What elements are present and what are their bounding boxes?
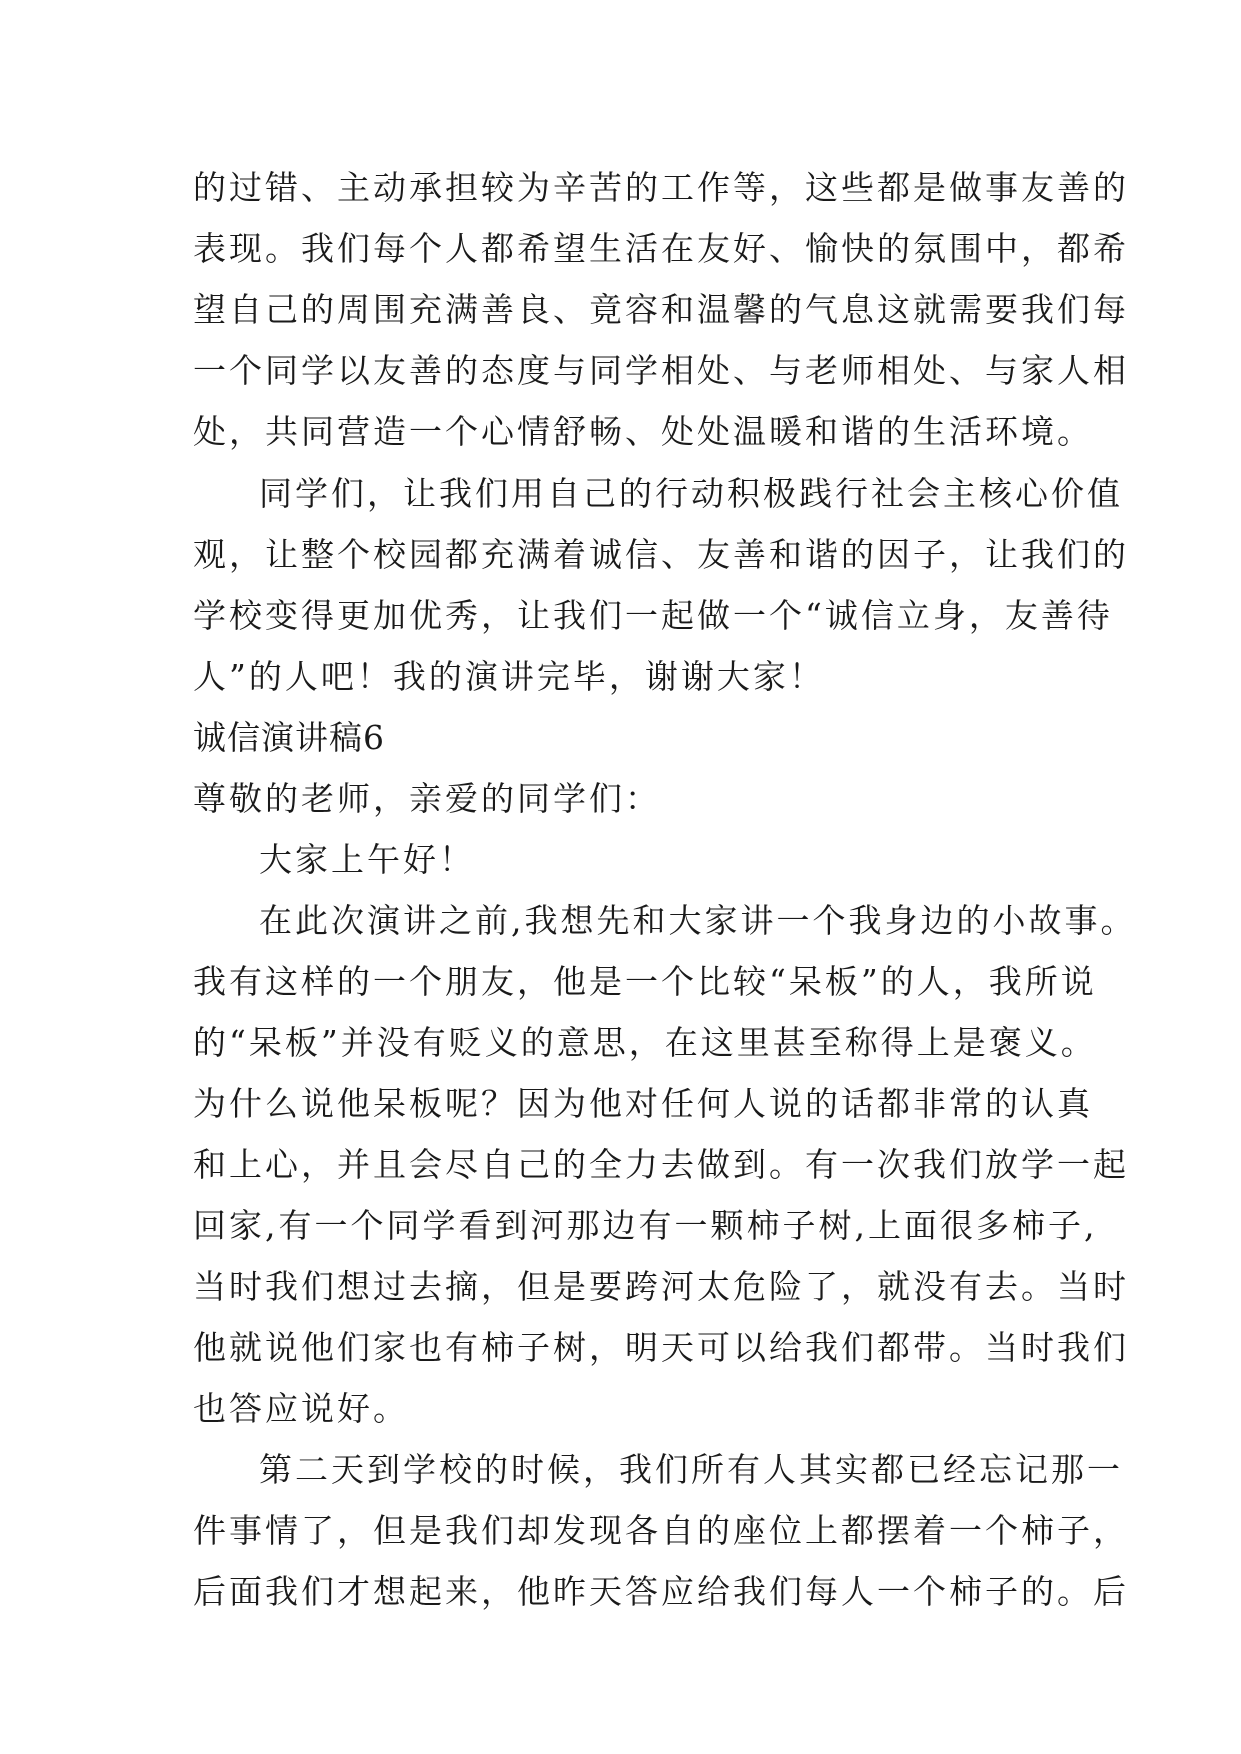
body-text-line: 一个同学以友善的态度与同学相处、与老师相处、与家人相 xyxy=(193,351,1129,390)
body-text-line: 我有这样的一个朋友，他是一个比较“呆板”的人，我所说 xyxy=(193,962,1097,1001)
body-text-line: 他就说他们家也有柿子树，明天可以给我们都带。当时我们 xyxy=(193,1328,1129,1367)
body-text-line: 为什么说他呆板呢？因为他对任何人说的话都非常的认真 xyxy=(193,1084,1093,1123)
body-text-line: 观，让整个校园都充满着诚信、友善和谐的因子，让我们的 xyxy=(193,535,1129,574)
body-text-line: 的“呆板”并没有贬义的意思，在这里甚至称得上是褒义。 xyxy=(193,1023,1097,1062)
body-text-line: 件事情了，但是我们却发现各自的座位上都摆着一个柿子， xyxy=(193,1511,1129,1550)
body-text-line: 学校变得更加优秀，让我们一起做一个“诚信立身，友善待 xyxy=(193,596,1113,635)
body-text-line: 处，共同营造一个心情舒畅、处处温暖和谐的生活环境。 xyxy=(193,412,1093,451)
body-text-line: 回家,有一个同学看到河那边有一颗柿子树,上面很多柿子, xyxy=(193,1206,1098,1245)
section-heading: 诚信演讲稿6 xyxy=(193,718,385,757)
body-text-line: 的过错、主动承担较为辛苦的工作等，这些都是做事友善的 xyxy=(193,168,1129,207)
greeting: 大家上午好！ xyxy=(259,840,475,879)
paragraph-start-line: 同学们，让我们用自己的行动积极践行社会主核心价值 xyxy=(259,474,1123,513)
salutation: 尊敬的老师，亲爱的同学们： xyxy=(193,779,661,818)
body-text-line: 当时我们想过去摘，但是要跨河太危险了，就没有去。当时 xyxy=(193,1267,1129,1306)
body-text-line: 望自己的周围充满善良、竟容和温馨的气息这就需要我们每 xyxy=(193,290,1129,329)
paragraph-start-line: 在此次演讲之前,我想先和大家讲一个我身边的小故事。 xyxy=(259,901,1137,940)
paragraph-start-line: 第二天到学校的时候，我们所有人其实都已经忘记那一 xyxy=(259,1450,1123,1489)
body-text-line: 和上心，并且会尽自己的全力去做到。有一次我们放学一起 xyxy=(193,1145,1129,1184)
body-text-line: 后面我们才想起来，他昨天答应给我们每人一个柿子的。后 xyxy=(193,1572,1129,1611)
body-text-line: 人”的人吧！我的演讲完毕，谢谢大家！ xyxy=(193,657,825,696)
body-text-line: 表现。我们每个人都希望生活在友好、愉快的氛围中，都希 xyxy=(193,229,1129,268)
body-text-line: 也答应说好。 xyxy=(193,1389,409,1428)
